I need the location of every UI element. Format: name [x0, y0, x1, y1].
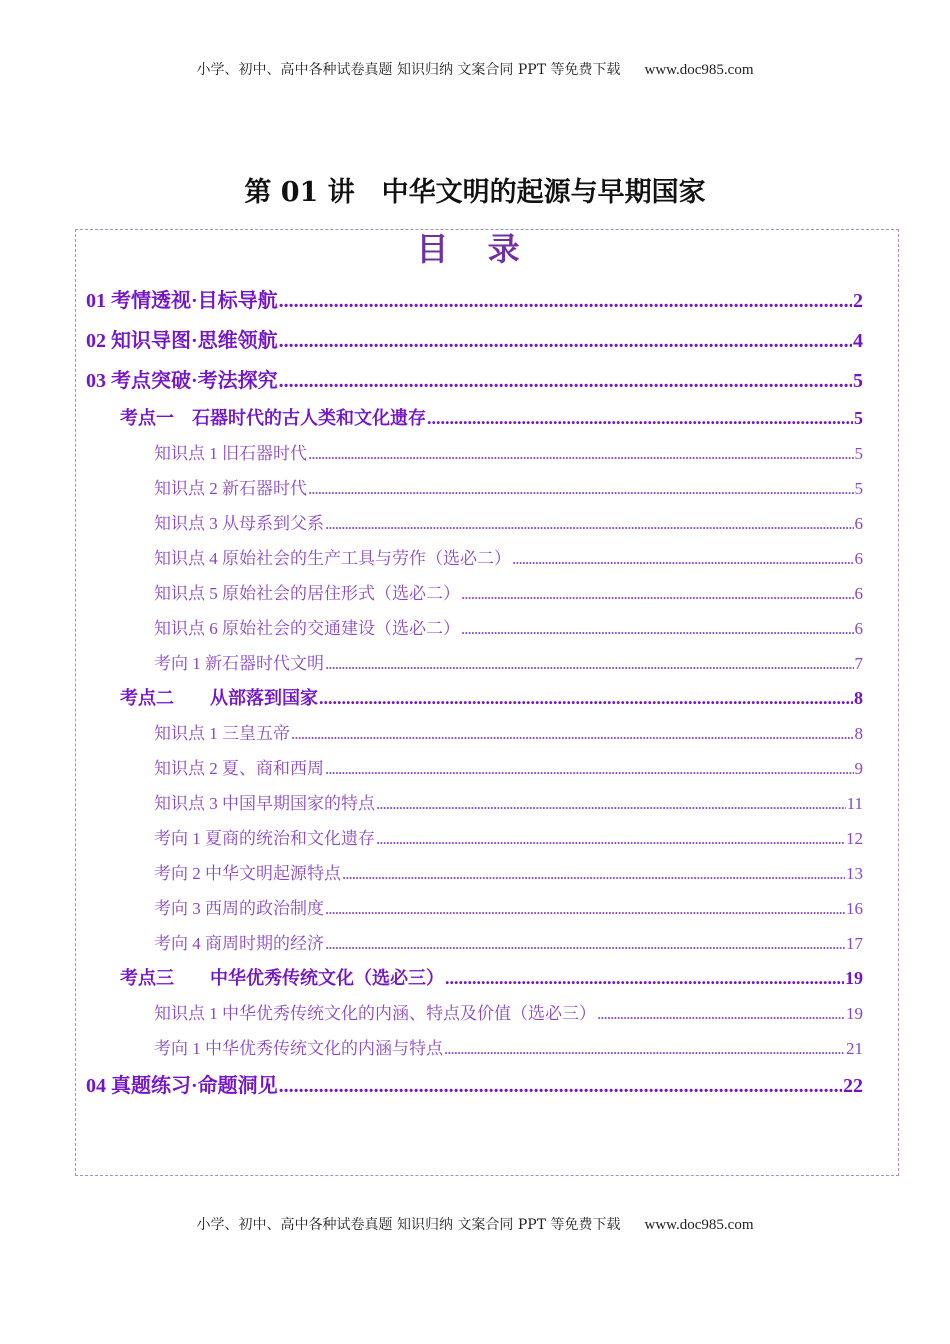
toc-entry-label: 03 考点突破·考法探究 [86, 370, 278, 392]
toc-entry-label: 考点三 中华优秀传统文化（选必三） [120, 968, 444, 988]
toc-entry-label: 知识点 2 夏、商和西周 [154, 759, 324, 778]
toc-leader-dots [279, 370, 852, 393]
toc-entry-level-3[interactable] [86, 579, 863, 614]
toc-leader-dots [461, 619, 854, 639]
toc-entry-label: 知识点 1 三皇五帝 [154, 724, 290, 743]
toc-entry-label: 知识点 3 从母系到父系 [154, 514, 324, 533]
toc-leader-dots [325, 654, 854, 674]
toc-entry-page: 6 [854, 514, 863, 533]
toc-entry-level-3[interactable] [86, 1034, 863, 1069]
toc-leader-dots [512, 549, 854, 569]
toc-entry-level-2[interactable] [86, 684, 863, 719]
toc-leader-dots [279, 290, 852, 313]
toc-entry-label: 知识点 6 原始社会的交通建设（选必二） [154, 619, 460, 638]
toc-entry-page: 16 [846, 899, 863, 918]
toc-entry-label: 考向 3 西周的政治制度 [154, 899, 324, 918]
toc-entry-level-3[interactable] [86, 474, 863, 509]
toc-entry-level-3[interactable] [86, 824, 863, 859]
toc-leader-dots [325, 899, 845, 919]
toc-entry-level-1[interactable] [86, 364, 863, 404]
toc-leader-dots [461, 584, 854, 604]
toc-entry-page: 13 [846, 864, 863, 883]
toc-leader-dots [597, 1004, 845, 1024]
toc-entry-page: 7 [854, 654, 863, 673]
toc-entry-page: 12 [846, 829, 863, 848]
document-title: 第 01 讲 中华文明的起源与早期国家 [244, 177, 706, 208]
toc-entry-page: 6 [854, 584, 863, 603]
toc-entry-level-2[interactable] [86, 404, 863, 439]
page-footer [0, 1214, 950, 1234]
toc-entry-level-3[interactable] [86, 859, 863, 894]
toc-leader-dots [279, 1075, 842, 1098]
toc-leader-dots [342, 864, 845, 884]
toc-leader-dots [291, 724, 854, 744]
toc-entry-level-3[interactable] [86, 649, 863, 684]
header-text: 小学、初中、高中各种试卷真题 知识归纳 文案合同 PPT 等免费下载 [196, 62, 621, 78]
toc-entry-label: 知识点 5 原始社会的居住形式（选必二） [154, 584, 460, 603]
toc-entry-level-3[interactable] [86, 719, 863, 754]
toc-entry-page: 21 [846, 1039, 863, 1058]
toc-entry-level-3[interactable] [86, 789, 863, 824]
toc-leader-dots [308, 444, 854, 464]
toc-entry-label: 考向 1 夏商的统治和文化遗存 [154, 829, 375, 848]
toc-entry-level-3[interactable] [86, 929, 863, 964]
toc-entry-level-3[interactable] [86, 439, 863, 474]
toc-entry-level-3[interactable] [86, 509, 863, 544]
toc-leader-dots [427, 408, 853, 429]
toc-entry-label: 考向 1 新石器时代文明 [154, 654, 324, 673]
toc-entry-level-2[interactable] [86, 964, 863, 999]
toc-entry-label: 考点一 石器时代的古人类和文化遗存 [120, 408, 426, 428]
toc-entry-label: 04 真题练习·命题洞见 [86, 1075, 278, 1097]
toc-entry-label: 02 知识导图·思维领航 [86, 330, 278, 352]
toc-entry-page: 17 [846, 934, 863, 953]
toc-entry-level-3[interactable] [86, 544, 863, 579]
toc-entry-page: 5 [853, 370, 863, 392]
toc-entry-label: 01 考情透视·目标导航 [86, 290, 278, 312]
toc-entry-label: 考向 2 中华文明起源特点 [154, 864, 341, 883]
toc-entry-page: 5 [854, 479, 863, 498]
toc-entry-page: 9 [854, 759, 863, 778]
toc-entry-page: 6 [854, 549, 863, 568]
page-header [0, 59, 950, 79]
footer-text: 小学、初中、高中各种试卷真题 知识归纳 文案合同 PPT 等免费下载 [196, 1217, 621, 1233]
toc-entry-label: 考向 4 商周时期的经济 [154, 934, 324, 953]
toc-leader-dots [376, 829, 845, 849]
toc-entry-label: 知识点 2 新石器时代 [154, 479, 307, 498]
toc-entry-page: 19 [846, 1004, 863, 1023]
toc-leader-dots [325, 514, 854, 534]
footer-url[interactable]: www.doc985.com [644, 1217, 754, 1233]
toc-entry-page: 11 [846, 794, 863, 813]
toc-entry-page: 8 [854, 724, 863, 743]
toc-entry-page: 6 [854, 619, 863, 638]
toc-entry-page: 19 [845, 968, 863, 988]
toc-leader-dots [376, 794, 846, 814]
toc-entry-page: 22 [843, 1075, 863, 1097]
header-url[interactable]: www.doc985.com [644, 62, 754, 78]
toc-leader-dots [279, 330, 852, 353]
toc-leader-dots [325, 759, 854, 779]
toc-entry-page: 5 [854, 444, 863, 463]
toc-entry-label: 考向 1 中华优秀传统文化的内涵与特点 [154, 1039, 443, 1058]
toc-entry-level-3[interactable] [86, 754, 863, 789]
table-of-contents [86, 284, 863, 1109]
toc-entry-page: 2 [853, 290, 863, 312]
toc-entry-level-1[interactable] [86, 324, 863, 364]
toc-leader-dots [319, 688, 853, 709]
toc-entry-level-1[interactable] [86, 284, 863, 324]
toc-entry-label: 知识点 4 原始社会的生产工具与劳作（选必二） [154, 549, 511, 568]
toc-entry-label: 知识点 1 中华优秀传统文化的内涵、特点及价值（选必三） [154, 1004, 596, 1023]
toc-entry-page: 8 [854, 688, 863, 708]
toc-entry-level-3[interactable] [86, 614, 863, 649]
toc-leader-dots [325, 934, 845, 954]
toc-leader-dots [445, 968, 844, 989]
toc-entry-level-1[interactable] [86, 1069, 863, 1109]
toc-entry-level-3[interactable] [86, 894, 863, 929]
toc-leader-dots [444, 1039, 845, 1059]
toc-entry-label: 知识点 1 旧石器时代 [154, 444, 307, 463]
toc-leader-dots [308, 479, 854, 499]
toc-entry-level-3[interactable] [86, 999, 863, 1034]
toc-entry-page: 5 [854, 408, 863, 428]
toc-entry-label: 知识点 3 中国早期国家的特点 [154, 794, 375, 813]
toc-heading: 目 录 [416, 230, 534, 268]
toc-entry-label: 考点二 从部落到国家 [120, 688, 318, 708]
toc-entry-page: 4 [853, 330, 863, 352]
